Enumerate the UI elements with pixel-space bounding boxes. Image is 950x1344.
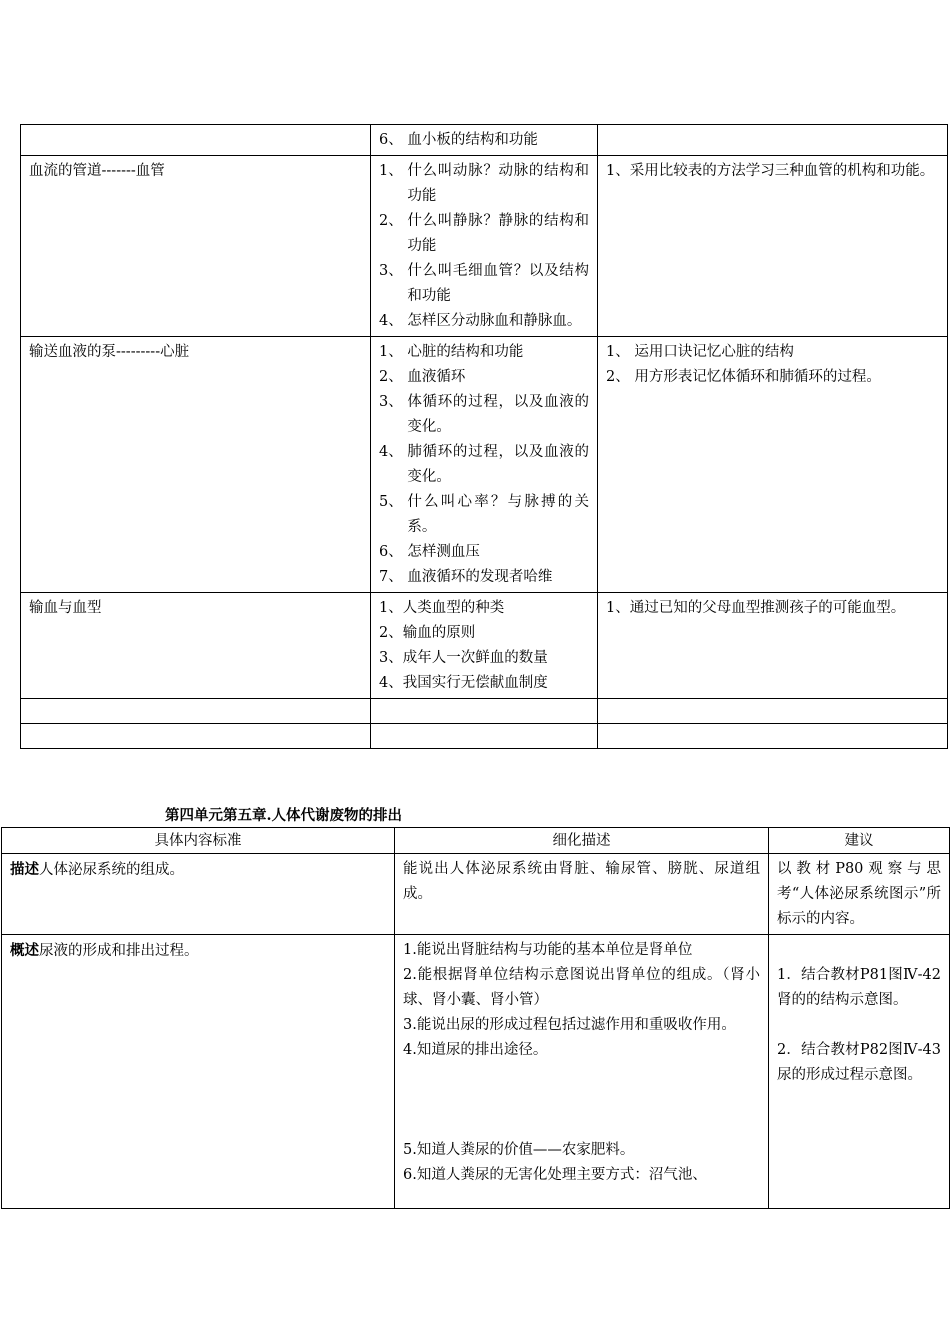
item-text: 什么叫动脉？动脉的结构和功能: [407, 163, 589, 204]
detail-line: 6.知道人粪尿的无害化处理主要方式：沼气池、: [403, 1167, 707, 1183]
item-number: 2、: [379, 369, 408, 385]
item-text: 什么叫心率？与脉搏的关系。: [407, 494, 589, 535]
item-number: 7、: [379, 569, 408, 585]
item-text: 1、通过已知的父母血型推测孩子的可能血型。: [606, 600, 906, 616]
item-text: 血小板的结构和功能: [407, 132, 538, 148]
item-text: 什么叫静脉？静脉的结构和功能: [407, 213, 589, 254]
list-item: [379, 259, 589, 309]
detail-line: 1.能说出肾脏结构与功能的基本单位是肾单位: [403, 942, 693, 958]
table-row: [2, 854, 950, 935]
content-standard-cell: [2, 935, 395, 1209]
list-item: [379, 209, 589, 259]
suggestion-item: 2．结合教材P82图Ⅳ-43尿的形成过程示意图。: [777, 1042, 941, 1083]
list-item: [379, 128, 589, 153]
suggestion-cell: 以教材P80观察与思考“人体泌尿系统图示”所标示的内容。: [769, 854, 950, 935]
empty-cell: [21, 699, 371, 724]
topic-cell: 输血与血型: [21, 593, 371, 699]
list-item: [379, 596, 589, 621]
keyword: 概述: [10, 942, 39, 959]
section-title: 第四单元第五章.人体代谢废物的排出: [165, 807, 403, 824]
empty-cell: [598, 724, 948, 749]
item-number: 2、: [379, 213, 408, 229]
list-item: [379, 340, 589, 365]
item-number: 5、: [379, 494, 408, 510]
table-row: [21, 593, 948, 699]
keyword: 描述: [10, 861, 39, 878]
item-text: 血液循环: [407, 369, 466, 385]
empty-row: [21, 724, 948, 749]
item-number: 6、: [379, 132, 408, 148]
empty-cell: [598, 699, 948, 724]
item-text: 1、人类血型的种类: [379, 600, 505, 616]
item-text: 2、输血的原则: [379, 625, 476, 641]
item-number: 3、: [379, 394, 408, 410]
empty-row: [21, 699, 948, 724]
detail-line: 3.能说出尿的形成过程包括过滤作用和重吸收作用。: [403, 1017, 736, 1033]
list-item: [379, 565, 589, 590]
suggestion-cell: [598, 125, 948, 156]
suggestion-item: [606, 596, 939, 621]
suggestion-item: [606, 365, 939, 390]
detail-cell: [371, 125, 598, 156]
detail-cell: [371, 156, 598, 337]
standard-text: 尿液的形成和排出过程。: [39, 943, 199, 959]
suggestion-cell: [598, 593, 948, 699]
empty-cell: [371, 724, 598, 749]
list-item: [379, 159, 589, 209]
suggestion-item: [606, 159, 939, 184]
topic-cell: 输送血液的泵---------心脏: [21, 337, 371, 593]
table-row: [21, 337, 948, 593]
item-text: 1、采用比较表的方法学习三种血管的机构和功能。: [606, 163, 935, 179]
curriculum-table-circulation: [20, 124, 948, 749]
suggestion-item: [606, 340, 939, 365]
item-text: 体循环的过程，以及血液的变化。: [407, 394, 589, 435]
topic-cell: [21, 125, 371, 156]
list-item: [379, 646, 589, 671]
suggestion-cell: [598, 156, 948, 337]
suggestion-cell: [598, 337, 948, 593]
list-item: [379, 671, 589, 696]
item-text: 怎样测血压: [407, 544, 480, 560]
item-number: 4、: [379, 313, 408, 329]
curriculum-table-excretion: [1, 827, 950, 1209]
item-text: 4、我国实行无偿献血制度: [379, 675, 548, 691]
detail-cell: 能说出人体泌尿系统由肾脏、输尿管、膀胱、尿道组成。: [395, 854, 769, 935]
standard-text: 人体泌尿系统的组成。: [39, 862, 184, 878]
suggestion-item: 1．结合教材P81图Ⅳ-42肾的的结构示意图。: [777, 967, 941, 1008]
header-detail: 细化描述: [395, 828, 769, 854]
detail-cell: [371, 593, 598, 699]
list-item: [379, 621, 589, 646]
detail-cell: [395, 935, 769, 1209]
topic-cell: 血流的管道-------血管: [21, 156, 371, 337]
header-content-standard: 具体内容标准: [2, 828, 395, 854]
list-item: [379, 365, 589, 390]
item-text: 肺循环的过程，以及血液的变化。: [407, 444, 589, 485]
detail-line: 2.能根据肾单位结构示意图说出肾单位的组成。（肾小球、肾小囊、肾小管）: [403, 967, 760, 1008]
header-suggestion: 建议: [769, 828, 950, 854]
item-text: 什么叫毛细血管？以及结构和功能: [407, 263, 589, 304]
content-standard-cell: [2, 854, 395, 935]
empty-cell: [21, 724, 371, 749]
item-text: 怎样区分动脉血和静脉血。: [407, 313, 582, 329]
item-text: 心脏的结构和功能: [407, 344, 524, 360]
empty-cell: [371, 699, 598, 724]
item-text: 运用口诀记忆心脏的结构: [634, 344, 794, 360]
item-text: 血液循环的发现者哈维: [407, 569, 553, 585]
detail-cell: [371, 337, 598, 593]
item-number: 1、: [606, 344, 635, 360]
header-row: [2, 828, 950, 854]
table-row: [21, 156, 948, 337]
item-number: 3、: [379, 263, 408, 279]
list-item: [379, 490, 589, 540]
list-item: [379, 309, 589, 334]
item-text: 3、成年人一次鲜血的数量: [379, 650, 548, 666]
item-number: 6、: [379, 544, 408, 560]
detail-line: 5.知道人粪尿的价值——农家肥料。: [403, 1142, 635, 1158]
item-number: 2、: [606, 369, 635, 385]
list-item: [379, 440, 589, 490]
detail-line: 4.知道尿的排出途径。: [403, 1042, 548, 1058]
item-text: 用方形表记忆体循环和肺循环的过程。: [634, 369, 881, 385]
item-number: 1、: [379, 163, 408, 179]
table-row: [2, 935, 950, 1209]
item-number: 4、: [379, 444, 408, 460]
item-number: 1、: [379, 344, 408, 360]
suggestion-cell: [769, 935, 950, 1209]
list-item: [379, 540, 589, 565]
table-row: [21, 125, 948, 156]
list-item: [379, 390, 589, 440]
